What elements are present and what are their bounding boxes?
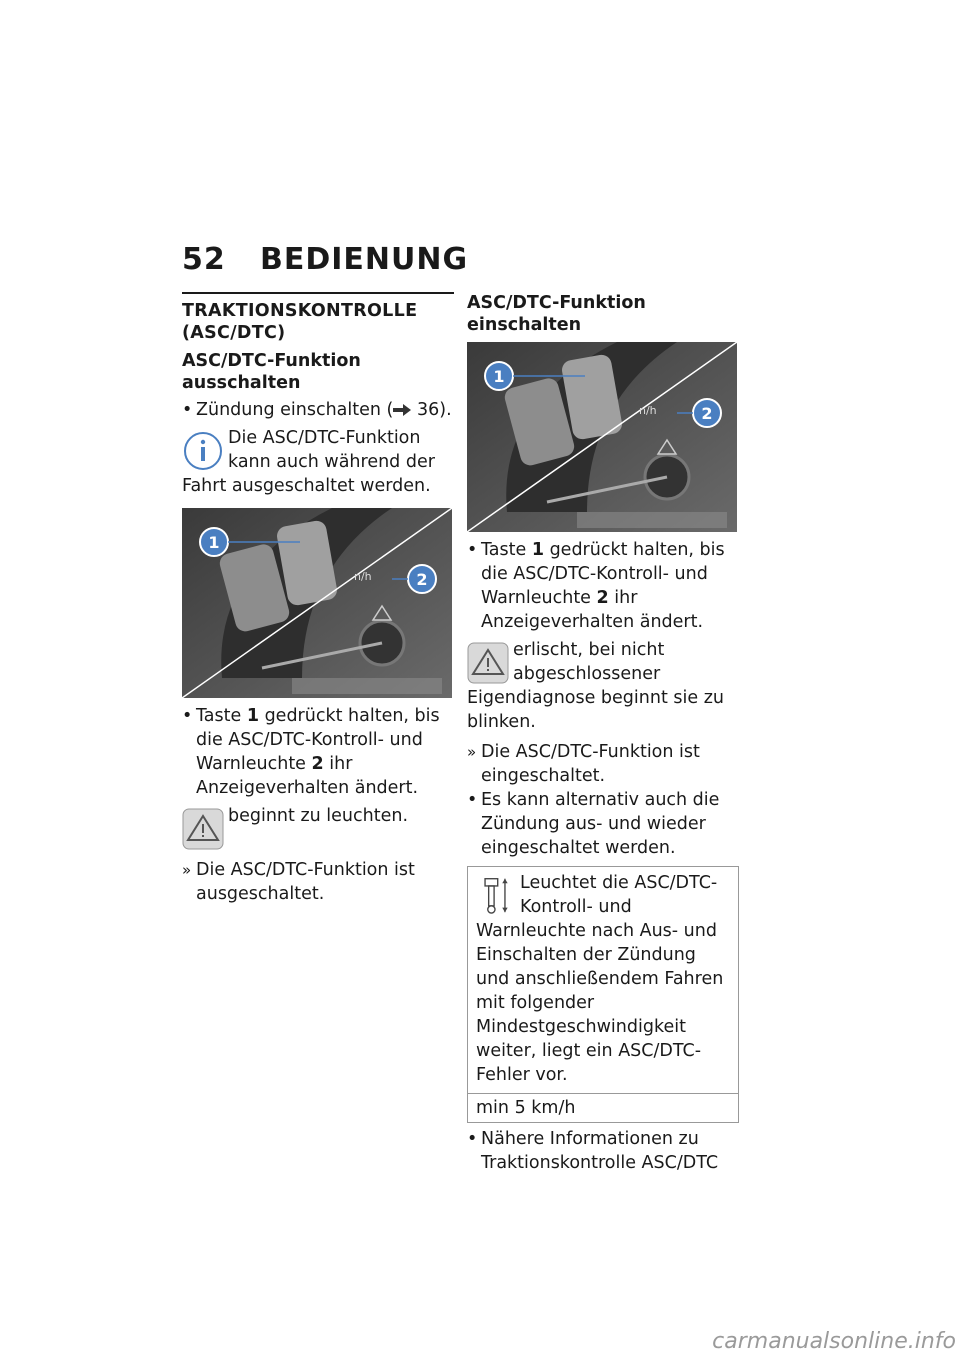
- note-text: Leuchtet die ASC/DTC-Kontroll- und Warnleuchte nach Aus- und Einschalten der Zündung und anschließendem Fahren mit folgender Mindestgeschwindigkeit weiter, liegt ein ASC/DTC-Fehler vor.: [476, 873, 724, 1085]
- list-item: [467, 538, 739, 634]
- ref-num: 1: [246, 706, 260, 726]
- page-header: [182, 242, 468, 277]
- warning-note: [182, 804, 454, 852]
- section-title: TRAKTIONSKONTROLLE (ASC/DTC): [182, 301, 418, 343]
- left-column: [182, 292, 454, 906]
- step-text[interactable]: Nähere Informationen zu Traktionskontrolle ASC/DTC: [481, 1129, 719, 1173]
- list-item: [467, 788, 739, 860]
- note-table: [467, 866, 739, 1123]
- note-cell: [468, 867, 738, 1093]
- warning-text: erlischt, bei nicht abgeschlossener Eigendiagnose beginnt sie zu blinken.: [467, 640, 724, 732]
- subsection-title-on: ASC/DTC-Funktion einschalten: [467, 293, 646, 335]
- page-number: 52: [182, 242, 226, 277]
- right-column: [467, 292, 739, 1175]
- warning-text: beginnt zu leuchten.: [228, 806, 409, 826]
- ref-num: 2: [596, 588, 609, 608]
- handlebar-switch-figure: [467, 342, 737, 532]
- warning-note: [467, 638, 739, 734]
- result-line: [182, 858, 454, 906]
- callout-2: 2: [701, 404, 713, 423]
- ref-num: 1: [531, 540, 545, 560]
- subsection-title-off: ASC/DTC-Funktion ausschalten: [182, 351, 361, 393]
- list-item: [182, 398, 454, 422]
- callout-1: 1: [493, 367, 505, 386]
- result-text: Die ASC/DTC-Funktion ist ausgeschaltet.: [196, 860, 415, 904]
- callout-1: 1: [208, 533, 220, 552]
- info-text: Die ASC/DTC-Funktion kann auch während der Fahrt ausgeschaltet werden.: [182, 428, 435, 496]
- info-icon: [182, 430, 224, 472]
- step-text: ihr Anzeigeverhalten ändert.: [481, 588, 704, 632]
- page-ref-arrow-icon: [393, 404, 411, 416]
- step-text: Zündung einschalten (: [196, 400, 394, 420]
- step-text: ihr Anzeigeverhalten ändert.: [196, 754, 419, 798]
- handlebar-switch-figure: [182, 508, 452, 698]
- note-value-cell: min 5 km/h: [468, 1093, 738, 1122]
- callout-2: 2: [416, 570, 428, 589]
- warning-light-icon: [467, 642, 509, 684]
- warning-light-icon: [182, 808, 224, 850]
- figure-unit: n/h: [354, 570, 372, 583]
- section-rule: [182, 292, 454, 294]
- ref-num: 2: [311, 754, 324, 774]
- watermark: carmanualsonline.info: [712, 1329, 956, 1354]
- list-item: [467, 1127, 739, 1175]
- step-text: Taste: [481, 540, 532, 560]
- figure-unit: n/h: [639, 404, 657, 417]
- step-text: gedrückt halten, bis die ASC/DTC-Kontroll- und Warnleuchte: [481, 540, 725, 608]
- step-text: Es kann alternativ auch die Zündung aus- und wieder eingeschaltet werden.: [481, 790, 720, 858]
- step-text: Taste: [196, 706, 247, 726]
- page-ref[interactable]: 36).: [416, 400, 452, 420]
- list-item: [182, 704, 454, 800]
- chapter-title: BEDIENUNG: [260, 242, 469, 277]
- tools-icon: [476, 873, 514, 917]
- step-text: gedrückt halten, bis die ASC/DTC-Kontroll- und Warnleuchte: [196, 706, 440, 774]
- info-note: [182, 426, 454, 498]
- result-line: [467, 740, 739, 788]
- result-text: Die ASC/DTC-Funktion ist eingeschaltet.: [481, 742, 700, 786]
